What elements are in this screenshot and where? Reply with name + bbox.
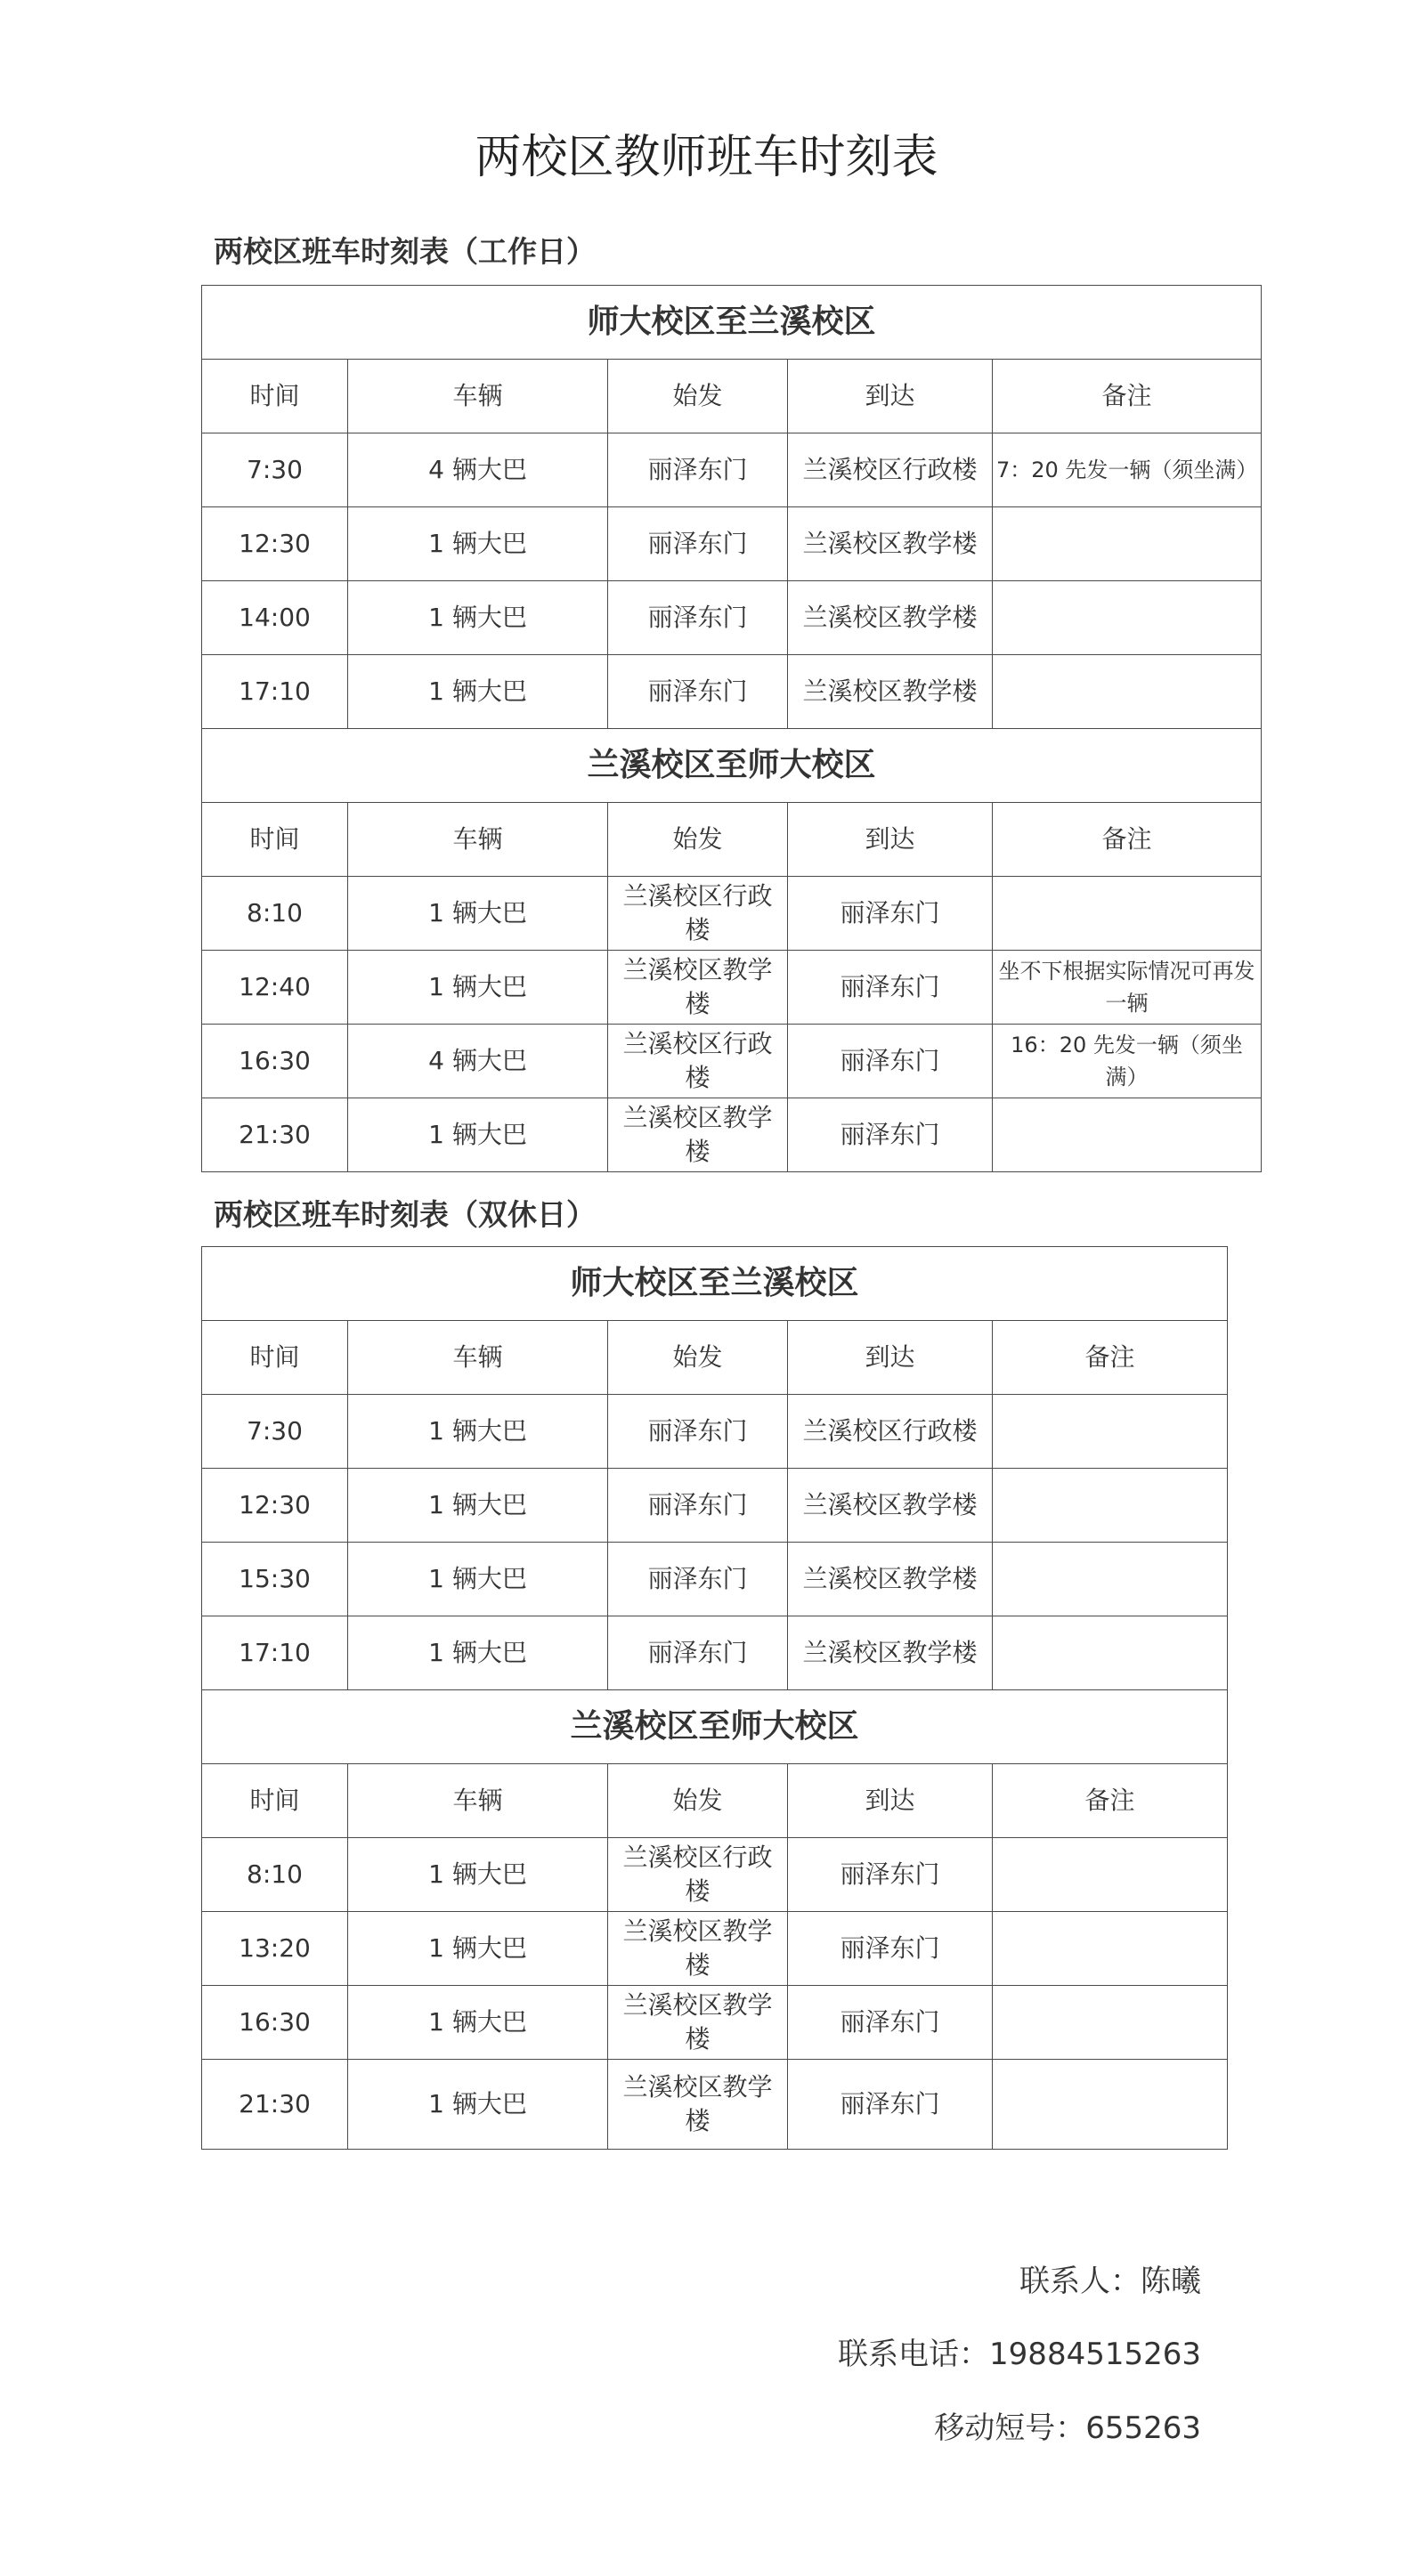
time-cell: 7:30 [202, 433, 348, 507]
column-header: 始发 [608, 803, 788, 877]
destination-cell: 兰溪校区教学楼 [788, 507, 993, 581]
destination-cell: 丽泽东门 [788, 1986, 993, 2060]
table-row [202, 1986, 1228, 2060]
note-cell [993, 1469, 1228, 1543]
column-header: 备注 [993, 803, 1262, 877]
table-row [202, 877, 1262, 951]
outbound-route-title: 师大校区至兰溪校区 [202, 1247, 1228, 1321]
column-header: 始发 [608, 1321, 788, 1395]
vehicle-cell: 1 辆大巴 [348, 507, 608, 581]
note-cell: 7：20 先发一辆（须坐满） [993, 433, 1262, 507]
time-cell: 8:10 [202, 877, 348, 951]
weekend-section-title: 两校区班车时刻表（双休日） [214, 1197, 596, 1232]
vehicle-cell: 4 辆大巴 [348, 1025, 608, 1098]
column-header: 到达 [788, 360, 993, 433]
contact-phone: 联系电话：19884515263 [838, 2337, 1201, 2372]
note-cell [993, 1912, 1228, 1986]
column-header: 车辆 [348, 1321, 608, 1395]
table-row [202, 1838, 1228, 1912]
vehicle-cell: 4 辆大巴 [348, 433, 608, 507]
origin-cell: 兰溪校区教学楼 [608, 1986, 788, 2060]
note-cell [993, 1395, 1228, 1469]
note-cell [993, 581, 1262, 655]
vehicle-cell: 1 辆大巴 [348, 1616, 608, 1690]
origin-cell: 兰溪校区教学楼 [608, 1098, 788, 1172]
destination-cell: 兰溪校区教学楼 [788, 581, 993, 655]
table-title-row [202, 286, 1262, 360]
table-row [202, 1395, 1228, 1469]
table-row [202, 1469, 1228, 1543]
note-cell: 16：20 先发一辆（须坐满） [993, 1025, 1262, 1098]
vehicle-cell: 1 辆大巴 [348, 951, 608, 1025]
table-row [202, 507, 1262, 581]
origin-cell: 丽泽东门 [608, 1616, 788, 1690]
destination-cell: 兰溪校区行政楼 [788, 433, 993, 507]
destination-cell: 兰溪校区教学楼 [788, 655, 993, 729]
table-row [202, 433, 1262, 507]
time-cell: 17:10 [202, 655, 348, 729]
time-cell: 17:10 [202, 1616, 348, 1690]
note-cell [993, 1986, 1228, 2060]
vehicle-cell: 1 辆大巴 [348, 877, 608, 951]
table-row [202, 2060, 1228, 2150]
time-cell: 7:30 [202, 1395, 348, 1469]
note-cell [993, 507, 1262, 581]
column-header: 车辆 [348, 803, 608, 877]
table-row [202, 1098, 1262, 1172]
origin-cell: 兰溪校区行政楼 [608, 1025, 788, 1098]
table-row [202, 581, 1262, 655]
vehicle-cell: 1 辆大巴 [348, 1395, 608, 1469]
inbound-route-title: 兰溪校区至师大校区 [202, 729, 1262, 803]
origin-cell: 丽泽东门 [608, 1543, 788, 1616]
contact-sms: 移动短号：655263 [934, 2410, 1201, 2446]
column-header: 时间 [202, 1764, 348, 1838]
column-header: 车辆 [348, 360, 608, 433]
table-title-row [202, 1690, 1228, 1764]
destination-cell: 丽泽东门 [788, 951, 993, 1025]
column-header: 到达 [788, 1321, 993, 1395]
destination-cell: 丽泽东门 [788, 1025, 993, 1098]
contact-person: 联系人：陈曦 [1019, 2264, 1201, 2299]
note-cell [993, 877, 1262, 951]
time-cell: 21:30 [202, 1098, 348, 1172]
outbound-route-title: 师大校区至兰溪校区 [202, 286, 1262, 360]
vehicle-cell: 1 辆大巴 [348, 1838, 608, 1912]
weekday-schedule-table [201, 285, 1262, 1172]
vehicle-cell: 1 辆大巴 [348, 1912, 608, 1986]
destination-cell: 丽泽东门 [788, 2060, 993, 2150]
table-row [202, 1543, 1228, 1616]
table-header-row [202, 1764, 1228, 1838]
column-header: 备注 [993, 1764, 1228, 1838]
time-cell: 21:30 [202, 2060, 348, 2150]
weekend-schedule-table [201, 1246, 1228, 2150]
origin-cell: 兰溪校区行政楼 [608, 1838, 788, 1912]
column-header: 到达 [788, 803, 993, 877]
note-cell: 坐不下根据实际情况可再发一辆 [993, 951, 1262, 1025]
vehicle-cell: 1 辆大巴 [348, 1986, 608, 2060]
table-header-row [202, 360, 1262, 433]
column-header: 时间 [202, 803, 348, 877]
origin-cell: 兰溪校区教学楼 [608, 2060, 788, 2150]
column-header: 时间 [202, 360, 348, 433]
note-cell [993, 2060, 1228, 2150]
vehicle-cell: 1 辆大巴 [348, 581, 608, 655]
time-cell: 15:30 [202, 1543, 348, 1616]
time-cell: 12:30 [202, 507, 348, 581]
table-header-row [202, 803, 1262, 877]
table-row [202, 951, 1262, 1025]
table-row [202, 1616, 1228, 1690]
column-header: 始发 [608, 360, 788, 433]
vehicle-cell: 1 辆大巴 [348, 2060, 608, 2150]
time-cell: 16:30 [202, 1986, 348, 2060]
column-header: 备注 [993, 360, 1262, 433]
column-header: 备注 [993, 1321, 1228, 1395]
column-header: 时间 [202, 1321, 348, 1395]
destination-cell: 丽泽东门 [788, 1098, 993, 1172]
origin-cell: 丽泽东门 [608, 655, 788, 729]
destination-cell: 丽泽东门 [788, 877, 993, 951]
vehicle-cell: 1 辆大巴 [348, 655, 608, 729]
note-cell [993, 655, 1262, 729]
destination-cell: 兰溪校区教学楼 [788, 1469, 993, 1543]
column-header: 始发 [608, 1764, 788, 1838]
origin-cell: 丽泽东门 [608, 1395, 788, 1469]
destination-cell: 兰溪校区行政楼 [788, 1395, 993, 1469]
time-cell: 12:30 [202, 1469, 348, 1543]
column-header: 车辆 [348, 1764, 608, 1838]
time-cell: 13:20 [202, 1912, 348, 1986]
origin-cell: 丽泽东门 [608, 433, 788, 507]
destination-cell: 丽泽东门 [788, 1838, 993, 1912]
origin-cell: 兰溪校区教学楼 [608, 951, 788, 1025]
time-cell: 14:00 [202, 581, 348, 655]
table-title-row [202, 729, 1262, 803]
weekday-section-title: 两校区班车时刻表（工作日） [214, 234, 596, 269]
time-cell: 8:10 [202, 1838, 348, 1912]
table-header-row [202, 1321, 1228, 1395]
table-row [202, 1912, 1228, 1986]
note-cell [993, 1616, 1228, 1690]
time-cell: 16:30 [202, 1025, 348, 1098]
column-header: 到达 [788, 1764, 993, 1838]
note-cell [993, 1098, 1262, 1172]
vehicle-cell: 1 辆大巴 [348, 1469, 608, 1543]
time-cell: 12:40 [202, 951, 348, 1025]
vehicle-cell: 1 辆大巴 [348, 1543, 608, 1616]
inbound-route-title: 兰溪校区至师大校区 [202, 1690, 1228, 1764]
note-cell [993, 1838, 1228, 1912]
origin-cell: 兰溪校区行政楼 [608, 877, 788, 951]
origin-cell: 丽泽东门 [608, 581, 788, 655]
page-title: 两校区教师班车时刻表 [475, 131, 938, 184]
destination-cell: 兰溪校区教学楼 [788, 1543, 993, 1616]
origin-cell: 丽泽东门 [608, 507, 788, 581]
origin-cell: 兰溪校区教学楼 [608, 1912, 788, 1986]
table-row [202, 655, 1262, 729]
table-row [202, 1025, 1262, 1098]
origin-cell: 丽泽东门 [608, 1469, 788, 1543]
table-title-row [202, 1247, 1228, 1321]
destination-cell: 兰溪校区教学楼 [788, 1616, 993, 1690]
note-cell [993, 1543, 1228, 1616]
vehicle-cell: 1 辆大巴 [348, 1098, 608, 1172]
destination-cell: 丽泽东门 [788, 1912, 993, 1986]
